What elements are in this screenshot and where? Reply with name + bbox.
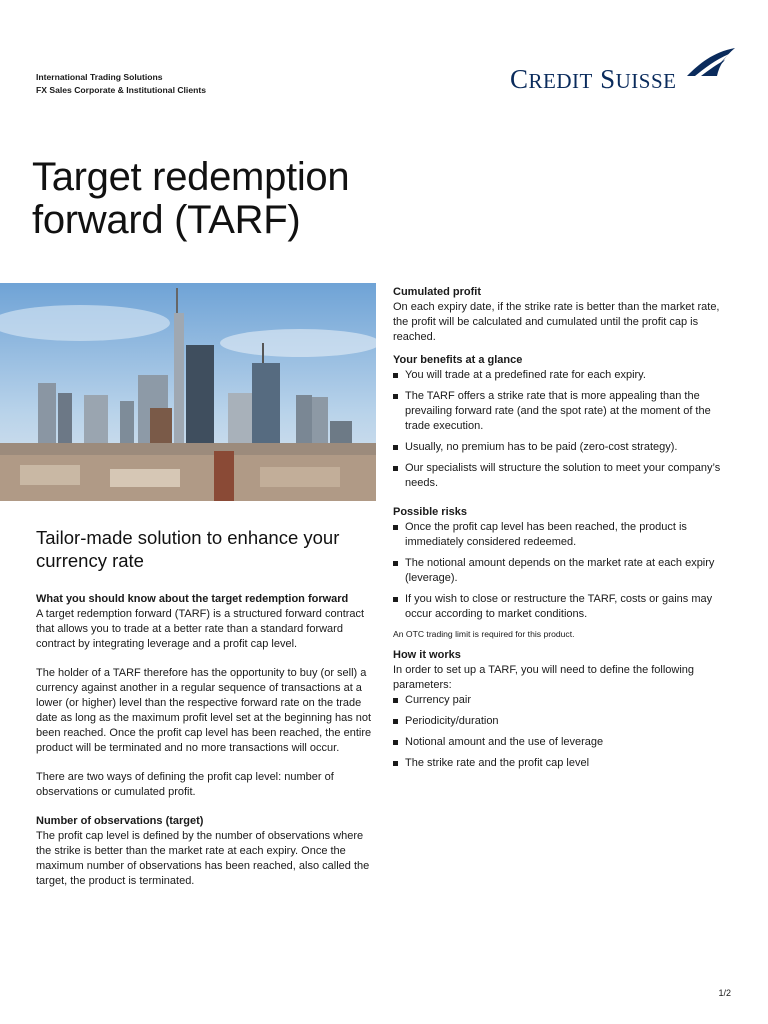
observations-heading: Number of observations (target)	[36, 815, 204, 827]
list-item: Usually, no premium has to be paid (zero-cost strategy).	[393, 440, 733, 455]
list-item: The strike rate and the profit cap level	[393, 756, 733, 771]
page-number: 1/2	[718, 988, 731, 998]
otc-note: An OTC trading limit is required for this product.	[393, 629, 575, 639]
list-item: Currency pair	[393, 693, 733, 708]
sail-icon	[685, 46, 737, 78]
risks-heading: Possible risks	[393, 506, 467, 518]
list-item: The TARF offers a strike rate that is more appealing than the prevailing forward rate (and the spot rate) at the moment of the trade execution.	[393, 389, 733, 434]
page-title	[32, 156, 349, 242]
logo-wordmark: CREDIT SUISSE	[510, 64, 677, 94]
skyline-photo	[0, 283, 376, 501]
header-line-2: FX Sales Corporate & Institutional Clients	[36, 85, 206, 95]
what-paragraph: A target redemption forward (TARF) is a structured forward contract that allows you to trade at a better rate than a standard forward contract by integrating leverage and a profit cap level.	[36, 608, 365, 650]
cumulated-heading: Cumulated profit	[393, 286, 481, 298]
section-subheading: Tailor-made solution to enhance your currency rate	[36, 527, 340, 571]
header-line-1: International Trading Solutions	[36, 72, 163, 82]
holder-paragraph: The holder of a TARF therefore has the opportunity to buy (or sell) a currency against another in a regular sequence of transactions at a lower (or higher) level than the respective forward rate on the trade date as long as the maximum profit level set at the beginning has not been reached. Once the profit cap level has been reached, the entire product will be terminated and no more transactions will occur.	[36, 667, 372, 754]
document-header	[36, 71, 206, 97]
how-paragraph: In order to set up a TARF, you will need to define the following parameters:	[393, 664, 695, 691]
list-item: Our specialists will structure the solution to meet your company’s needs.	[393, 461, 733, 491]
title-line-2: forward (TARF)	[32, 198, 301, 242]
benefits-heading: Your benefits at a glance	[393, 354, 523, 366]
list-item: Once the profit cap level has been reached, the product is immediately considered redeemed.	[393, 520, 733, 550]
ways-paragraph: There are two ways of defining the profit cap level: number of observations or cumulated profit.	[36, 771, 334, 798]
list-item: Notional amount and the use of leverage	[393, 735, 733, 750]
title-line-1: Target redemption	[32, 155, 350, 199]
observations-paragraph: The profit cap level is defined by the number of observations where the strike is better than the market rate at each expiry. Once the maximum number of observations has been reached, also called the target, the product is terminated.	[36, 830, 370, 887]
list-item: If you wish to close or restructure the TARF, costs or gains may occur according to market conditions.	[393, 592, 733, 622]
list-item: You will trade at a predefined rate for each expiry.	[393, 368, 733, 383]
left-column	[36, 592, 376, 889]
cumulated-paragraph: On each expiry date, if the strike rate is better than the market rate, the profit will be calculated and cumulated until the profit cap is reached.	[393, 301, 720, 343]
list-item: The notional amount depends on the market rate at each expiry (leverage).	[393, 556, 733, 586]
credit-suisse-logo	[510, 46, 735, 96]
how-heading: How it works	[393, 649, 461, 661]
what-heading: What you should know about the target redemption forward	[36, 593, 349, 605]
list-item: Periodicity/duration	[393, 714, 733, 729]
risks-list	[393, 520, 733, 622]
right-column	[393, 285, 733, 777]
parameters-list	[393, 693, 733, 771]
benefits-list	[393, 368, 733, 491]
